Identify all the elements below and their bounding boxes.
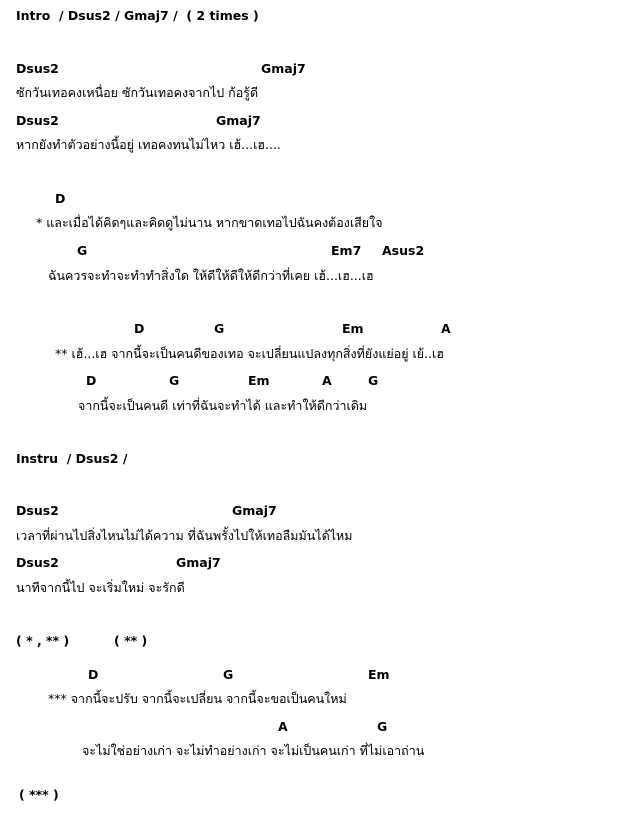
- chord: G: [169, 373, 180, 388]
- chord: G: [377, 719, 388, 734]
- repeat-mark: ( * , ** ): [16, 633, 70, 648]
- lyric-line: ซักวันเทอคงเหนื่อย ซักวันเทอคงจากไป ก้อรู้ดี: [16, 85, 259, 100]
- chord: Asus2: [382, 243, 425, 258]
- chord: Em: [248, 373, 270, 388]
- lyric-line: จากนี้จะเป็นคนดี เท่าที่ฉันจะทำได้ และทำให้ดีกว่าเดิม: [78, 398, 368, 413]
- chord: D: [88, 667, 99, 682]
- chord: Dsus2: [16, 555, 59, 570]
- instru-line: Instru / Dsus2 /: [16, 451, 128, 466]
- chord: Dsus2: [16, 113, 59, 128]
- chord: Em: [342, 321, 364, 336]
- lyric-line: จะไม่ใช่อย่างเก่า จะไม่ทำอย่างเก่า จะไม่เป็นคนเก่า ที่ไม่เอาถ่าน: [82, 743, 425, 758]
- chord: A: [441, 321, 451, 336]
- lyric-line: เวลาที่ผ่านไปสิ่งไหนไม่ได้ความ ที่ฉันพรั้งไปให้เทอลืมมันได้ไหม: [16, 528, 353, 543]
- lyric-line: *** จากนี้จะปรับ จากนี้จะเปลี่ยน จากนี้จะขอเป็นคนใหม่: [48, 691, 347, 706]
- chord-line: [0, 243, 620, 259]
- chord: D: [86, 373, 97, 388]
- chord: G: [77, 243, 88, 258]
- chord-line: [0, 503, 620, 519]
- lyric-line: * และเมื่อได้คิดๆและคิดดูไม่นาน หากขาดเทอไปฉันคงต้องเสียใจ: [36, 215, 383, 230]
- chord-line: [0, 191, 620, 207]
- chord: Gmaj7: [261, 61, 306, 76]
- chord: D: [55, 191, 66, 206]
- chord: Gmaj7: [216, 113, 261, 128]
- chord: G: [214, 321, 225, 336]
- chord-line: [0, 373, 620, 389]
- lyric-line: หากยังทำตัวอย่างนี้อยู่ เทอคงทนไม่ไหว เฮ้...เฮ....: [16, 137, 281, 152]
- chord: Gmaj7: [232, 503, 277, 518]
- chord-line: [0, 719, 620, 735]
- chord: Gmaj7: [176, 555, 221, 570]
- lyric-line: ฉันควรจะทำจะทำทำสิ่งใด ให้ดีให้ดีให้ดีกว่าที่เคย เฮ้...เฮ...เฮ: [48, 268, 374, 283]
- chord: Em7: [331, 243, 362, 258]
- intro-line: Intro / Dsus2 / Gmaj7 / ( 2 times ): [16, 8, 259, 23]
- repeat-mark: ( ** ): [114, 633, 148, 648]
- chord: G: [223, 667, 234, 682]
- chord: Em: [368, 667, 390, 682]
- chord: A: [278, 719, 288, 734]
- chord: D: [134, 321, 145, 336]
- chord-line: [0, 667, 620, 683]
- end-repeat-mark: ( *** ): [19, 787, 59, 802]
- chord-line: [0, 555, 620, 571]
- chord: Dsus2: [16, 503, 59, 518]
- chord: Dsus2: [16, 61, 59, 76]
- repeat-line: [0, 633, 620, 649]
- chord-line: [0, 61, 620, 77]
- chord-line: [0, 113, 620, 129]
- chord: G: [368, 373, 379, 388]
- chord-line: [0, 321, 620, 337]
- chord: A: [322, 373, 332, 388]
- lyric-line: นาทีจากนี้ไป จะเริ่มใหม่ จะรักดี: [16, 580, 185, 595]
- lyric-line: ** เฮ้...เฮ จากนี้จะเป็นคนดีของเทอ จะเปลี่ยนแปลงทุกสิ่งที่ยังแย่อยู่ เย้..เฮ: [55, 346, 444, 361]
